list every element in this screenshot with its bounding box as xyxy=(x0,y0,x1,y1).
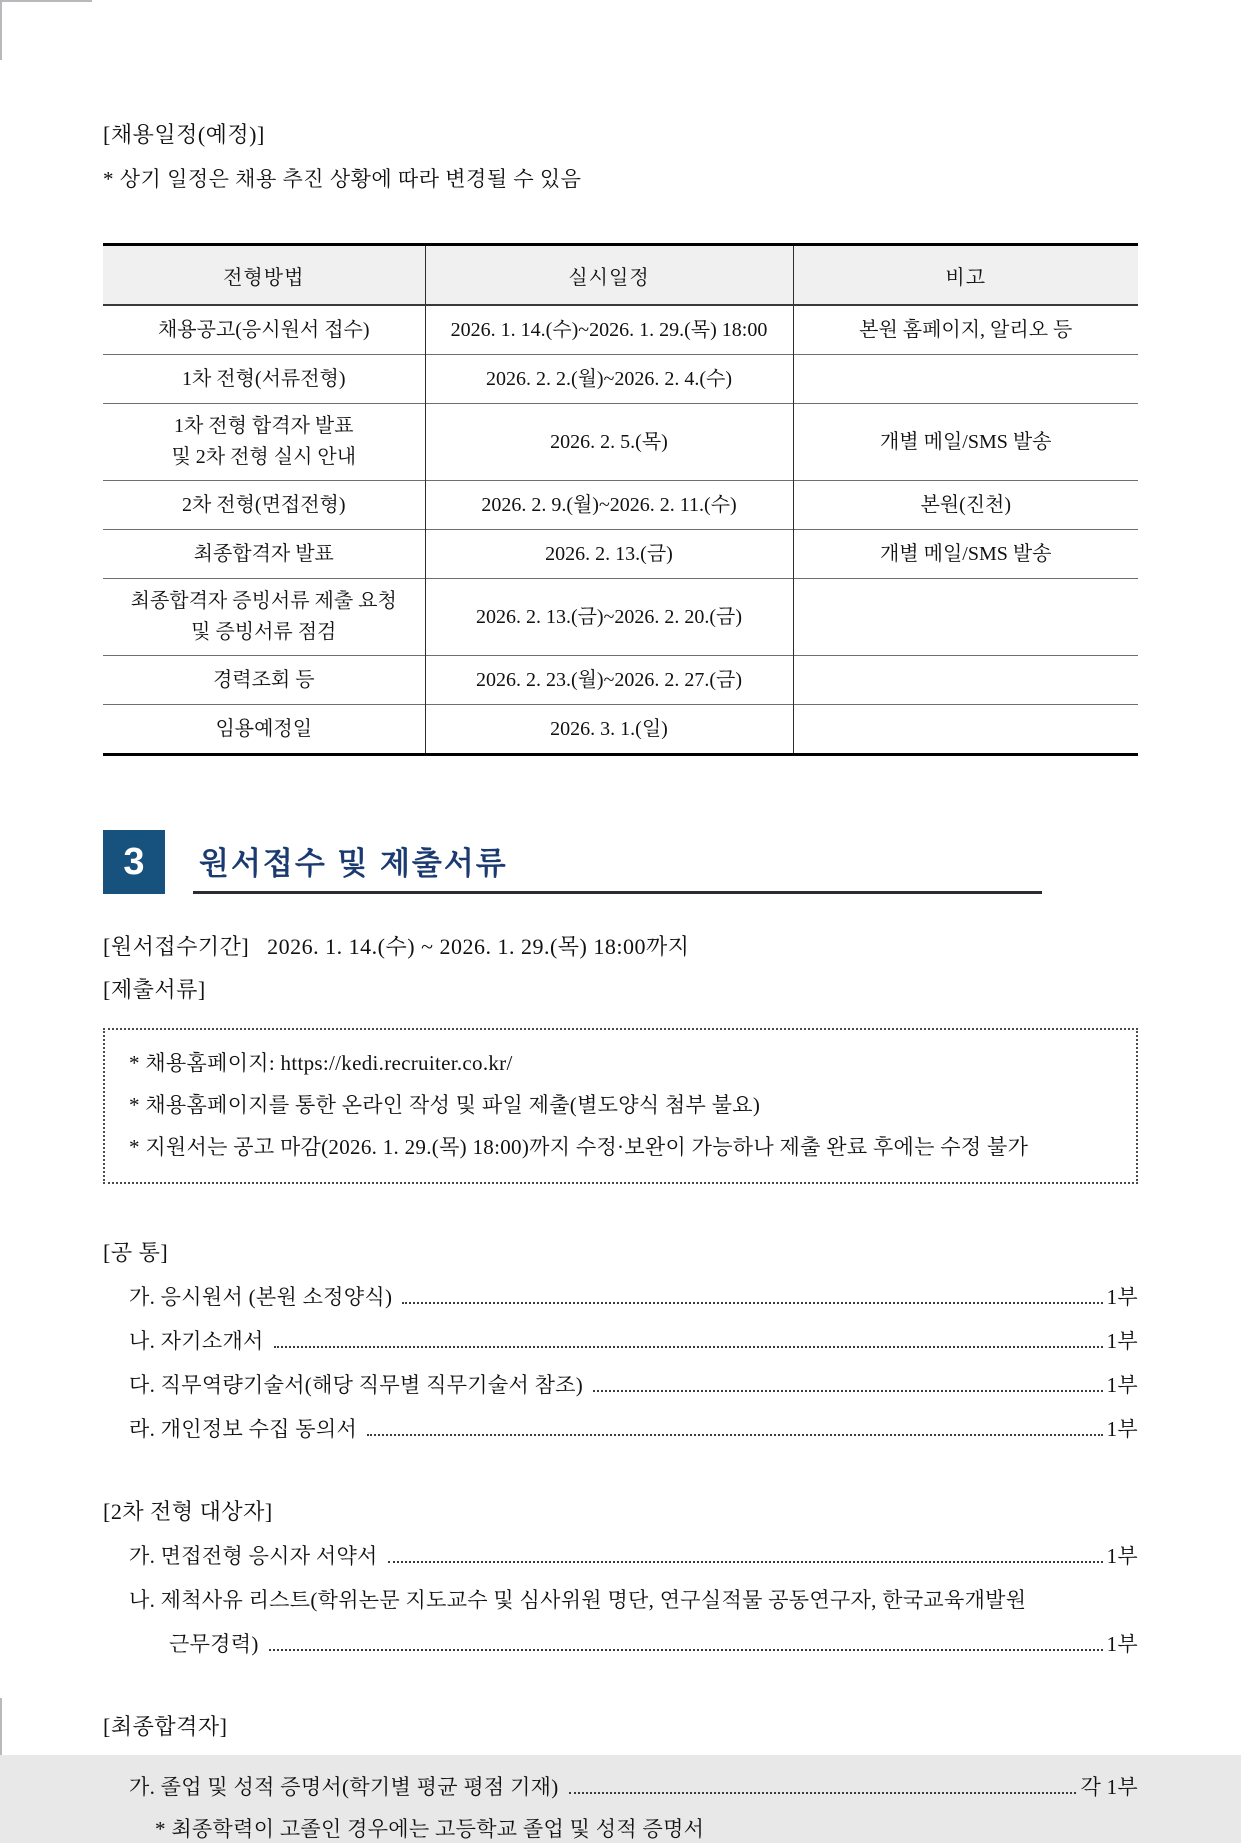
doc-item-label: 다. 직무역량기술서(해당 직무별 직무기술서 참조) xyxy=(129,1373,584,1397)
cell-date: 2026. 2. 13.(금) xyxy=(425,530,793,579)
cell-date: 2026. 3. 1.(일) xyxy=(425,705,793,755)
cell-note xyxy=(793,579,1138,656)
cell-note: 본원(진천) xyxy=(793,481,1138,530)
doc-item-count: 1부 xyxy=(1106,1544,1138,1568)
table-row xyxy=(103,404,1138,481)
doc-item-label: 가. 응시원서 (본원 소정양식) xyxy=(129,1285,393,1309)
doc-section-final-heading: [최종합격자] xyxy=(103,1714,228,1739)
cell-method-line2: 및 2차 전형 실시 안내 xyxy=(171,446,357,468)
table-row xyxy=(103,705,1138,755)
dotted-leader xyxy=(367,1434,1103,1436)
notice-line-edit-deadline: * 지원서는 공고 마감(2026. 1. 29.(목) 18:00)까지 수정·보완이 가능하나 제출 완료 후에는 수정 불가 xyxy=(129,1135,1029,1159)
doc-item xyxy=(129,1369,1138,1399)
table-row xyxy=(103,579,1138,656)
table-row xyxy=(103,355,1138,404)
cell-method-line2: 및 증빙서류 점검 xyxy=(191,621,337,643)
cell-date: 2026. 2. 23.(월)~2026. 2. 27.(금) xyxy=(425,656,793,705)
final-education-note: * 최종학력이 고졸인 경우에는 고등학교 졸업 및 성적 증명서 xyxy=(155,1817,705,1841)
doc-item xyxy=(129,1771,1138,1801)
col-header-date: 실시일정 xyxy=(425,245,793,306)
page-content xyxy=(103,118,1138,1843)
schedule-change-note: * 상기 일정은 채용 추진 상황에 따라 변경될 수 있음 xyxy=(103,167,582,191)
doc-item-label: 가. 졸업 및 성적 증명서(학기별 평균 평점 기재) xyxy=(129,1775,559,1799)
cell-date: 2026. 2. 9.(월)~2026. 2. 11.(수) xyxy=(425,481,793,530)
cell-note: 본원 홈페이지, 알리오 등 xyxy=(793,305,1138,355)
table-header-row xyxy=(103,245,1138,306)
cell-method xyxy=(103,404,425,481)
application-period-line xyxy=(103,930,1138,961)
doc-section-final-list xyxy=(103,1771,1138,1843)
dotted-leader xyxy=(274,1346,1103,1348)
cell-date: 2026. 1. 14.(수)~2026. 1. 29.(목) 18:00 xyxy=(425,305,793,355)
notice-line-homepage: * 채용홈페이지: https://kedi.recruiter.co.kr/ xyxy=(129,1051,513,1075)
doc-item-count: 1부 xyxy=(1106,1373,1138,1397)
schedule-table xyxy=(103,243,1138,756)
application-period-label: [원서접수기간] xyxy=(103,934,250,959)
cell-note: 개별 메일/SMS 발송 xyxy=(793,530,1138,579)
doc-section-second-round-heading: [2차 전형 대상자] xyxy=(103,1499,273,1524)
doc-section-common-heading: [공 통] xyxy=(103,1240,169,1265)
dotted-leader xyxy=(388,1561,1103,1563)
doc-item-label: 나. 자기소개서 xyxy=(129,1329,264,1353)
doc-item xyxy=(129,1325,1138,1355)
page-crop-mark-top xyxy=(0,0,92,2)
cell-method: 경력조회 등 xyxy=(103,656,425,705)
col-header-method: 전형방법 xyxy=(103,245,425,306)
doc-item-label: 가. 면접전형 응시자 서약서 xyxy=(129,1544,378,1568)
col-header-note: 비고 xyxy=(793,245,1138,306)
cell-method-line1: 1차 전형 합격자 발표 xyxy=(173,415,354,437)
doc-item-label: 근무경력) xyxy=(169,1632,259,1656)
cell-date: 2026. 2. 5.(목) xyxy=(425,404,793,481)
doc-item-continuation xyxy=(169,1628,1138,1658)
doc-item xyxy=(129,1413,1138,1443)
doc-item-count: 1부 xyxy=(1106,1632,1138,1656)
cell-note xyxy=(793,705,1138,755)
schedule-section-label: [채용일정(예정)] xyxy=(103,122,265,147)
submission-documents-label: [제출서류] xyxy=(103,977,206,1002)
cell-method: 1차 전형(서류전형) xyxy=(103,355,425,404)
table-row xyxy=(103,305,1138,355)
doc-item-line1: 나. 제척사유 리스트(학위논문 지도교수 및 심사위원 명단, 연구실적물 공동연구자, 한국교육개발원 xyxy=(129,1588,1027,1612)
doc-section-common-list xyxy=(103,1281,1138,1443)
dotted-leader xyxy=(593,1390,1103,1392)
cell-date: 2026. 2. 13.(금)~2026. 2. 20.(금) xyxy=(425,579,793,656)
dotted-leader xyxy=(402,1302,1102,1304)
dotted-leader xyxy=(569,1792,1077,1794)
notice-line-online-submit: * 채용홈페이지를 통한 온라인 작성 및 파일 제출(별도양식 첨부 불요) xyxy=(129,1093,761,1117)
doc-item-count: 1부 xyxy=(1106,1417,1138,1441)
cell-method: 채용공고(응시원서 접수) xyxy=(157,318,370,341)
application-period-value: 2026. 1. 14.(수) ~ 2026. 1. 29.(목) 18:00까지 xyxy=(267,934,690,959)
doc-item xyxy=(129,1281,1138,1311)
dotted-leader xyxy=(269,1649,1103,1651)
table-row xyxy=(103,656,1138,705)
cell-method: 임용예정일 xyxy=(103,705,425,755)
application-notice-box xyxy=(103,1028,1138,1184)
cell-date: 2026. 2. 2.(월)~2026. 2. 4.(수) xyxy=(425,355,793,404)
doc-item-label: 라. 개인정보 수집 동의서 xyxy=(129,1417,358,1441)
section-title-underline xyxy=(193,830,1042,894)
cell-method xyxy=(103,579,425,656)
doc-item-count: 1부 xyxy=(1106,1329,1138,1353)
cell-method-line1: 최종합격자 증빙서류 제출 요청 xyxy=(130,590,397,612)
cell-method: 2차 전형(면접전형) xyxy=(103,481,425,530)
doc-section-second-round-list xyxy=(103,1540,1138,1658)
cell-note: 개별 메일/SMS 발송 xyxy=(793,404,1138,481)
cell-note xyxy=(793,355,1138,404)
doc-item-count: 각 1부 xyxy=(1080,1775,1138,1799)
section-header xyxy=(103,830,1042,894)
table-row xyxy=(103,481,1138,530)
cell-note xyxy=(793,656,1138,705)
cell-method: 최종합격자 발표 xyxy=(103,530,425,579)
page-crop-mark-left xyxy=(0,0,2,60)
section-title: 원서접수 및 제출서류 xyxy=(199,846,508,881)
table-row xyxy=(103,530,1138,579)
section-number-badge: 3 xyxy=(103,830,165,894)
doc-item xyxy=(129,1540,1138,1570)
page-crop-mark-bottom-left xyxy=(0,1698,2,1755)
doc-item-count: 1부 xyxy=(1106,1285,1138,1309)
